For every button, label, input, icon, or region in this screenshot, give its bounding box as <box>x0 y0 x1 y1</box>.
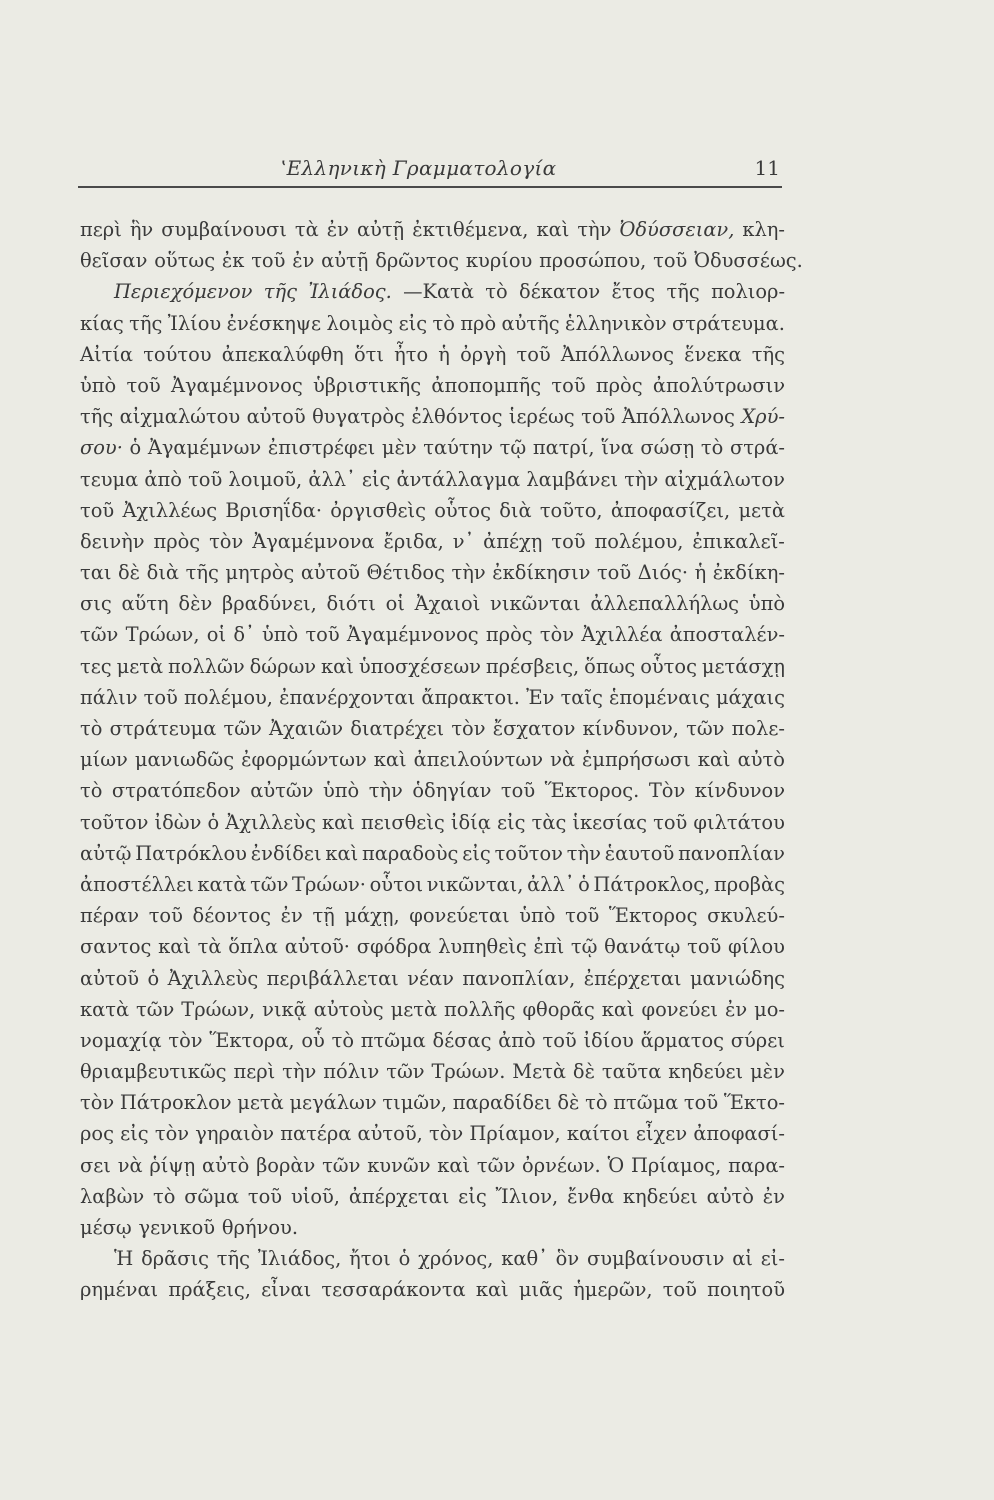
text-line: τῶν Τρώων, οἱ δ᾽ ὑπὸ τοῦ Ἀγαμέμνονος πρὸς τὸν Ἀχιλλέα ἀποσταλέν- <box>80 623 785 647</box>
body-text <box>80 214 803 1306</box>
text-line: τοῦ Ἀχιλλέως Βρισηΐδα· ὀργισθεὶς οὗτος διὰ τοῦτο, ἀποφασίζει, μετὰ <box>80 498 785 522</box>
header-rule <box>78 186 782 188</box>
text-line: ται δὲ διὰ τῆς μητρὸς αὐτοῦ Θέτιδος τὴν ἐκδίκησιν τοῦ Διός· ἡ ἐκδίκη- <box>80 561 785 585</box>
text-line: ὑπὸ τοῦ Ἀγαμέμνονος ὑβριστικῆς ἀποπομπῆς τοῦ πρὸς ἀπολύτρωσιν <box>80 373 785 397</box>
text-line: τοῦτον ἰδὼν ὁ Ἀχιλλεὺς καὶ πεισθεὶς ἰδίᾳ εἰς τὰς ἱκεσίας τοῦ φιλτάτου <box>80 810 785 834</box>
text-line: αὐτῷ Πατρόκλου ἐνδίδει καὶ παραδοὺς εἰς τοῦτον τὴν ἑαυτοῦ πανοπλίαν <box>80 841 785 865</box>
text-line: τὸν Πάτροκλον μετὰ μεγάλων τιμῶν, παραδίδει δὲ τὸ πτῶμα τοῦ Ἕκτο- <box>80 1091 785 1115</box>
page-number: 11 <box>754 156 780 180</box>
text-line: τευμα ἀπὸ τοῦ λοιμοῦ, ἀλλ᾽ εἰς ἀντάλλαγμα λαμβάνει τὴν αἰχμάλωτον <box>80 467 785 491</box>
text-line: μέσῳ γενικοῦ θρήνου. <box>80 1216 298 1239</box>
text-line: πέραν τοῦ δέοντος ἐν τῇ μάχῃ, φονεύεται ὑπὸ τοῦ Ἕκτορος σκυλεύ- <box>80 904 785 928</box>
paragraph <box>80 214 803 276</box>
text-line: θεῖσαν οὕτως ἐκ τοῦ ἐν αὐτῇ δρῶντος κυρίου προσώπου, τοῦ Ὀδυσσέως. <box>80 249 803 273</box>
running-title: ʽΕλληνικὴ Γραμματολογία <box>280 156 557 180</box>
text-line: τες μετὰ πολλῶν δώρων καὶ ὑποσχέσεων πρέσβεις, ὅπως οὗτος μετάσχῃ <box>80 654 785 678</box>
text-line: σει νὰ ῥίψῃ αὐτὸ βορὰν τῶν κυνῶν καὶ τῶν ὀρνέων. Ὁ Πρίαμος, παρα- <box>80 1153 785 1177</box>
text-line: σις αὕτη δὲν βραδύνει, διότι οἱ Ἀχαιοὶ νικῶνται ἀλλεπαλλήλως ὑπὸ <box>80 592 785 616</box>
text-line: δεινὴν πρὸς τὸν Ἀγαμέμνονα ἔριδα, ν᾽ ἀπέχῃ τοῦ πολέμου, ἐπικαλεῖ- <box>80 529 785 553</box>
text-line: ρος εἰς τὸν γηραιὸν πατέρα αὐτοῦ, τὸν Πρίαμον, καίτοι εἶχεν ἀποφασί- <box>80 1122 785 1146</box>
text-line: σαντος καὶ τὰ ὅπλα αὐτοῦ· σφόδρα λυπηθεὶς ἐπὶ τῷ θανάτῳ τοῦ φίλου <box>80 935 785 959</box>
text-line: ρημέναι πράξεις, εἶναι τεσσαράκοντα καὶ μιᾶς ἡμερῶν, τοῦ ποιητοῦ <box>80 1278 785 1302</box>
text-line: θριαμβευτικῶς περὶ τὴν πόλιν τῶν Τρώων. Μετὰ δὲ ταῦτα κηδεύει μὲν <box>80 1060 785 1084</box>
text-line: Περιεχόμενον τῆς Ἰλιάδος. —Κατὰ τὸ δέκατον ἔτος τῆς πολιορ- <box>114 280 785 304</box>
text-line: νομαχίᾳ τὸν Ἕκτορα, οὗ τὸ πτῶμα δέσας ἀπὸ τοῦ ἰδίου ἅρματος σύρει <box>80 1028 785 1052</box>
paragraph <box>80 276 785 1243</box>
text-line: πάλιν τοῦ πολέμου, ἐπανέρχονται ἄπρακτοι. Ἐν ταῖς ἑπομέναις μάχαις <box>80 685 785 709</box>
text-line: τὸ στρατόπεδον αὐτῶν ὑπὸ τὴν ὁδηγίαν τοῦ Ἕκτορος. Τὸν κίνδυνον <box>80 779 785 803</box>
text-line: αὐτοῦ ὁ Ἀχιλλεὺς περιβάλλεται νέαν πανοπλίαν, ἐπέρχεται μανιώδης <box>80 966 785 990</box>
text-line: περὶ ἣν συμβαίνουσι τὰ ἐν αὐτῇ ἐκτιθέμενα, καὶ τὴν Ὀδύσσειαν, κλη- <box>80 218 785 241</box>
text-line: λαβὼν τὸ σῶμα τοῦ υἱοῦ, ἀπέρχεται εἰς Ἴλιον, ἔνθα κηδεύει αὐτὸ ἐν <box>80 1184 785 1208</box>
text-line: τὸ στράτευμα τῶν Ἀχαιῶν διατρέχει τὸν ἔσχατον κίνδυνον, τῶν πολε- <box>80 717 785 740</box>
text-line: κίας τῆς Ἰλίου ἐνέσκηψε λοιμὸς εἰς τὸ πρὸ αὐτῆς ἑλληνικὸν στράτευμα. <box>80 311 785 335</box>
text-line: μίων μανιωδῶς ἐφορμώντων καὶ ἀπειλούντων νὰ ἐμπρήσωσι καὶ αὐτὸ <box>80 748 785 772</box>
text-line: Ἡ δρᾶσις τῆς Ἰλιάδος, ἤτοι ὁ χρόνος, καθ᾽ ὃν συμβαίνουσιν αἱ εἰ- <box>114 1247 785 1271</box>
text-line: τῆς αἰχμαλώτου αὐτοῦ θυγατρὸς ἐλθόντος ἱερέως τοῦ Ἀπόλλωνος Χρύ- <box>80 405 785 429</box>
text-line: κατὰ τῶν Τρώων, νικᾷ αὐτοὺς μετὰ πολλῆς φθορᾶς καὶ φονεύει ἐν μο- <box>80 997 785 1021</box>
running-header <box>80 156 780 186</box>
text-line: σου· ὁ Ἀγαμέμνων ἐπιστρέφει μὲν ταύτην τῷ πατρί, ἵνα σώσῃ τὸ στρά- <box>80 436 785 460</box>
text-line: ἀποστέλλει κατὰ τῶν Τρώων· οὗτοι νικῶνται, ἀλλ᾽ ὁ Πάτροκλος, προβὰς <box>80 872 785 896</box>
text-line: Αἰτία τούτου ἀπεκαλύφθη ὅτι ἦτο ἡ ὀργὴ τοῦ Ἀπόλλωνος ἕνεκα τῆς <box>80 342 785 366</box>
paragraph <box>80 1243 785 1305</box>
